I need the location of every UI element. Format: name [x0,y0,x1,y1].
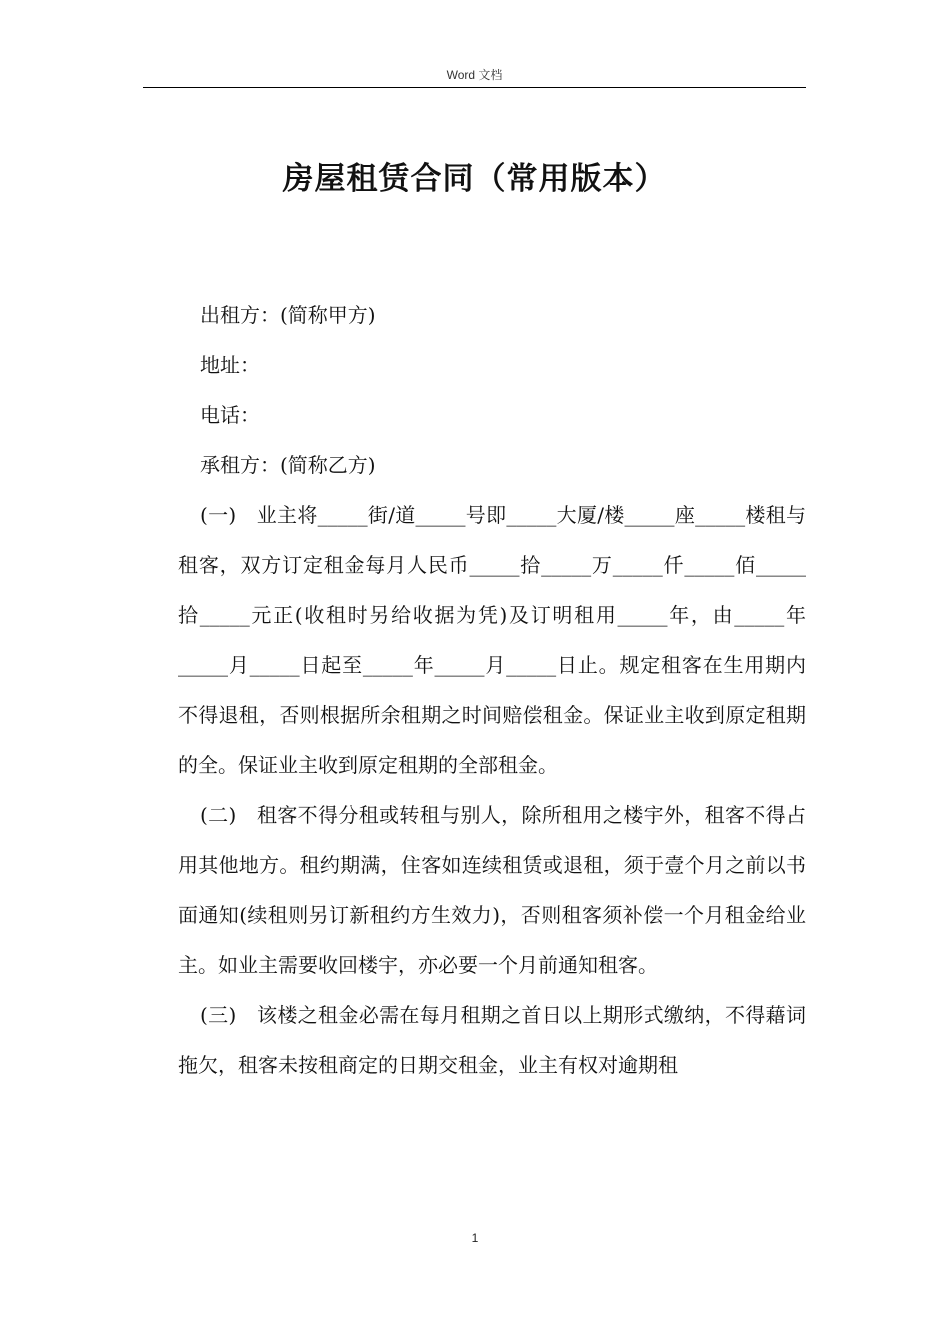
header-rule [143,87,806,88]
document-title: 房屋租赁合同（常用版本） [282,161,667,197]
lessee-field: 承租方：(简称乙方) [200,453,376,477]
address-field: 地址： [200,353,260,377]
page-number: 1 [471,1231,479,1245]
phone-field: 电话： [200,403,260,427]
clause-3: (三) 该楼之租金必需在每月租期之首日以上期形式缴纳，不得藉词拖欠，租客未按租商定的日期交租金，业主有权对逾期租 [178,1003,806,1077]
clause-1: (一) 业主将_____街/道_____号即_____大厦/楼_____座_____楼租与租客，双方订定租金每月人民币_____拾_____万_____仟_____佰_____拾_____元正(收租时另给收据为凭)及订明租用_____年，由_____年_____月_____日起至_____年_____月_____日止。规定租客在生用期内不得退租，否则根据所余租期之时间赔偿租金。保证业主收到原定租期的全。保证业主收到原定租期的全部租金。 [178,503,806,777]
clause-2: (二) 租客不得分租或转租与别人，除所租用之楼宇外，租客不得占用其他地方。租约期满，住客如连续租赁或退租，须于壹个月之前以书面通知(续租则另订新租约方生效力)，否则租客须补偿一个月租金给业主。如业主需要收回楼宇，亦必要一个月前通知租客。 [178,803,806,977]
lessor-field: 出租方：(简称甲方) [200,303,376,327]
document-body [178,290,806,1090]
page-header: Word 文档 [446,68,503,82]
